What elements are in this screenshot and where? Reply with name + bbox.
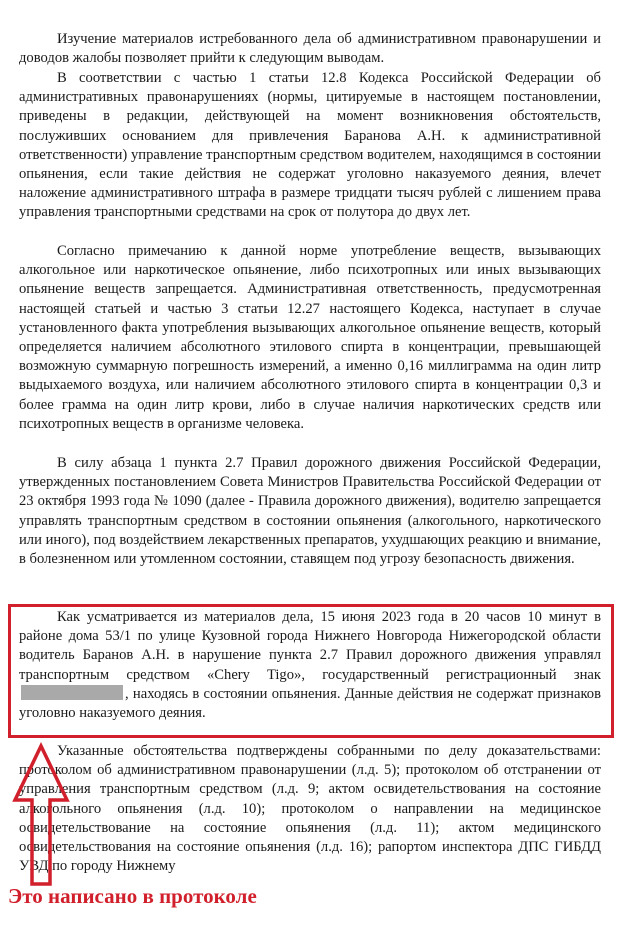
paragraph-text: Изучение материалов истребованного дела об административном правонарушении и доводов жалобы позволяет прийти к следующим выводам. bbox=[19, 31, 601, 67]
paragraph-text: Согласно примечанию к данной норме употребление веществ, вызывающих алкогольное или наркотическое опьянение, либо психотропных или иных вызывающих опьянение веществ запрещается. Административная ответственность, предусмотренная настоящей статьей и частью 3 статьи 12.27 настоящего Кодекса, наступает в случае установленного факта употребления вызывающих алкогольное опьянение веществ, который определяется наличием абсолютного этилового спирта в концентрации, превышающей возможную суммарную погрешность измерений, а именно 0,16 миллиграмма на один литр выдыхаемого воздуха, или наличием абсолютного этилового спирта в концентрации 0,3 и более грамма на один литр крови, либо в случае наличия наркотических средств или психотропных веществ в организме человека. bbox=[19, 243, 601, 432]
annotation-caption: Это написано в протоколе bbox=[8, 884, 257, 908]
paragraph-note-to-norm bbox=[19, 242, 601, 434]
red-up-arrow-icon bbox=[10, 742, 72, 890]
paragraph-text: В соответствии с частью 1 статьи 12.8 Кодекса Российской Федерации об административных правонарушениях (нормы, цитируемые в настоящем постановлении, приведены в редакции, действующей на момент возникновения обстоятельств, послуживших основанием для привлечения Баранова А.Н. к административной ответственности) управление транспортным средством водителем, находящимся в состоянии опьянения, если такие действия не содержат уголовно наказуемого деяния, влечет наложение административного штрафа в размере тридцати тысяч рублей с лишением права управления транспортными средствами на срок от полутора до двух лет. bbox=[19, 70, 601, 221]
case-text-after-plate: , находясь в состоянии опьянения. Данные действия не содержат признаков уголовно наказуемого деяния. bbox=[19, 685, 601, 722]
paragraph-traffic-rules-2-7 bbox=[19, 454, 601, 569]
paragraph-text: В силу абзаца 1 пункта 2.7 Правил дорожного движения Российской Федерации, утвержденных постановлением Совета Министров Правительства Российской Федерации от 23 октября 1993 года № 1090 (далее - Правила дорожного движения), водителю запрещается управлять транспортным средством в состоянии опьянения (алкогольного, наркотического или иного), под воздействием лекарственных препаратов, ухудшающих реакцию и внимание, в болезненном или утомленном состоянии, ставящем под угрозу безопасность движения. bbox=[19, 455, 601, 568]
paragraph-text: Указанные обстоятельства подтверждены собранными по делу доказательствами: протоколом об административном правонарушении (л.д. 5); протоколом об отстранении от управления транспортным средством (л.д. 9; актом освидетельствования на состояние алкогольного опьянения (л.д. 10); протоколом о направлении на медицинское освидетельствование на состояние опьянения (л.д. 11); актом медицинского освидетельствования на состояние опьянения (л.д. 16); рапортом инспектора ДПС ГИБДД УВД по городу Нижнему bbox=[19, 743, 601, 875]
paragraph-evidence-list bbox=[19, 742, 601, 876]
paragraph-article-12-8 bbox=[19, 69, 601, 223]
paragraph-findings-intro bbox=[19, 30, 601, 68]
case-text-before-plate: Как усматривается из материалов дела, 15 июня 2023 года в 20 часов 10 минут в районе дома 53/1 по улице Кузовной города Нижнего Новгорода Нижегородской области водитель Баранов А.Н. в нарушение пункта 2.7 Правил дорожного движения управлял транспортным средством «Chery Tigo», государственный регистрационный знак bbox=[19, 609, 601, 683]
red-highlight-frame bbox=[8, 604, 614, 738]
